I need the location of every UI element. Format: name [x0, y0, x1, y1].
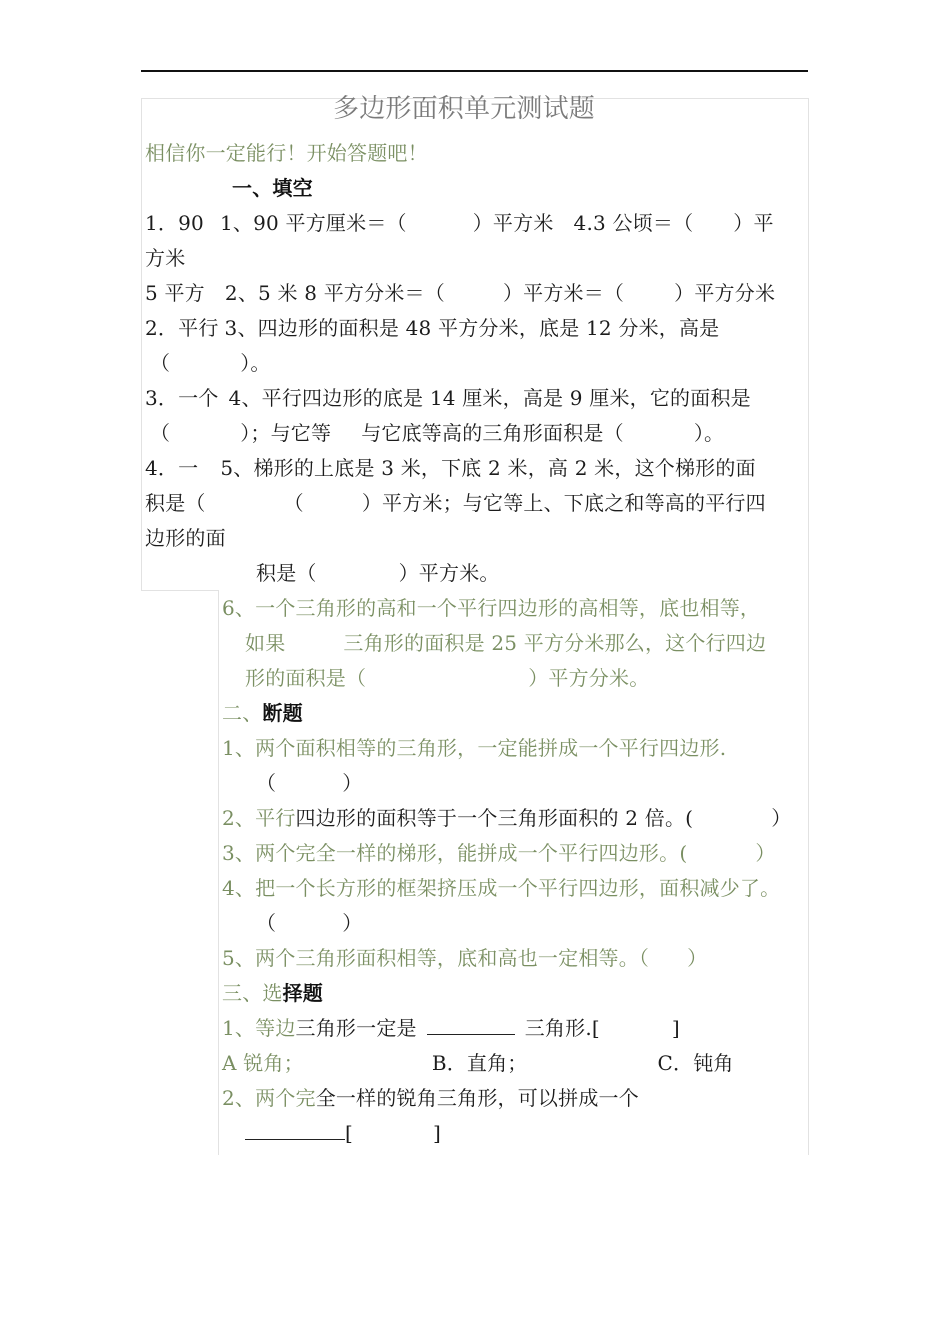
fill-q6-line3	[245, 665, 649, 691]
fill-q5-line3: 边形的面	[145, 526, 226, 550]
choice-q1-text: 三角形一定是	[295, 1016, 417, 1040]
choice-q1-bracket-close: ]	[671, 1016, 680, 1040]
fill-q3-open: （	[150, 351, 171, 375]
fill-q1-unit: ）平方米	[472, 211, 554, 235]
fill-q4-prefix: 3．一个	[145, 386, 219, 410]
choice-q1-option-c: C．钝角	[657, 1051, 734, 1075]
section2-heading-text: 断题	[262, 701, 303, 725]
fill-q2-unit: ）平方分米	[674, 281, 776, 305]
choice-q1-prefix: 1、等边	[222, 1016, 296, 1040]
fill-q5-open3: 积是（	[256, 561, 317, 585]
fill-q1-prefix: 1．90	[145, 211, 204, 235]
choice-q2	[222, 1085, 639, 1111]
judge-q3-close: ）	[755, 841, 776, 865]
choice-q2-answer	[245, 1120, 441, 1146]
choice-q1-option-b: B．直角；	[431, 1051, 528, 1075]
frame-left-upper	[141, 98, 142, 590]
choice-q1-bracket-open: 三角形.[	[524, 1016, 600, 1040]
fill-q3-close: ）。	[240, 351, 271, 375]
fill-q3-prefix: 2．平行	[145, 316, 219, 340]
fill-q4-mid: ）；与它等	[240, 421, 332, 445]
judge-q5-close: ）	[687, 946, 708, 970]
choice-q2-text: 全一样的锐角三角形，可以拼成一个	[315, 1086, 639, 1110]
fill-q4-text: 4.3 公顷＝（	[573, 211, 694, 235]
judge-q4-answer	[256, 910, 362, 936]
fill-q2-prefix: 5 平方	[145, 281, 205, 305]
fill-q6-text: 三角形的面积是 25 平方分米那么，这个行四边	[343, 631, 767, 655]
fill-q5-line2	[145, 490, 766, 516]
fill-q1-wrap: 方米	[145, 246, 186, 270]
choice-q2-bracket-open: [	[345, 1121, 354, 1145]
fill-q5-open2: （	[283, 491, 304, 515]
fill-q1-text: 1、90 平方厘米＝（	[219, 211, 407, 235]
choice-q2-bracket-close: ]	[433, 1121, 442, 1145]
choice-q2-prefix: 2、两个完	[222, 1086, 316, 1110]
judge-q2-close: ）	[771, 806, 792, 830]
frame-left-lower	[218, 590, 219, 1155]
section3-heading-num: 三、选	[222, 981, 283, 1005]
fill-q5-open1: 积是（	[145, 491, 206, 515]
fill-q2-mid: ）平方米＝（	[502, 281, 625, 305]
section2-heading	[222, 700, 303, 726]
section3-heading	[222, 980, 323, 1006]
fill-q5-close: ）平方米。	[398, 561, 500, 585]
fill-q3-line	[145, 315, 719, 341]
fill-q6-line1: 6、一个三角形的高和一个平行四边形的高相等，底也相等，	[222, 596, 761, 620]
frame-right	[808, 98, 809, 1155]
judge-q1-answer	[256, 770, 362, 796]
fill-q4-open: （	[150, 421, 171, 445]
fill-q4-tri: 与它底等高的三角形面积是（	[361, 421, 624, 445]
judge-q4: 4、把一个长方形的框架挤压成一个平行四边形，面积减少了。	[222, 876, 781, 900]
judge-q2-text: 四边形的面积等于一个三角形面积的 2 倍。(	[295, 806, 694, 830]
fill-q6-close: ）平方分米。	[528, 666, 650, 690]
fill-q4-answer	[150, 420, 724, 446]
fill-q5-line	[145, 455, 756, 481]
fill-q3-text: 3、四边形的面积是 48 平方分米，底是 12 分米，高是	[224, 316, 720, 340]
section3-heading-text: 择题	[282, 981, 324, 1005]
fill-q5-line4	[256, 560, 500, 586]
fill-q1-line	[145, 210, 774, 236]
judge-q1: 1、两个面积相等的三角形，一定能拼成一个平行四边形.	[222, 736, 727, 760]
fill-q4-close: ）。	[693, 421, 725, 445]
choice-q1-options	[222, 1050, 734, 1076]
fill-q4-unit: ）平	[733, 211, 774, 235]
section1-heading: 一、填空	[232, 176, 313, 200]
fill-q4-line	[145, 385, 751, 411]
fill-q6-open: 形的面积是（	[245, 666, 367, 690]
judge-q5-text: 5、两个三角形面积相等，底和高也一定相等。（	[222, 946, 650, 970]
judge-q2-prefix: 2、平行	[222, 806, 296, 830]
choice-q1-blank	[427, 1016, 515, 1035]
choice-q2-blank	[245, 1121, 345, 1140]
fill-q2-line	[145, 280, 775, 306]
judge-q1-close: ）	[342, 771, 363, 795]
choice-q1	[222, 1015, 680, 1041]
doc-title: 多边形面积单元测试题	[333, 94, 596, 124]
section2-heading-num: 二、	[222, 701, 263, 725]
fill-q3-answer	[150, 350, 271, 376]
fill-q4-main: 4、平行四边形的底是 14 厘米，高是 9 厘米，它的面积是	[228, 386, 751, 410]
fill-q6-line2	[245, 630, 766, 656]
fill-q5-prefix: 4．一	[145, 456, 199, 480]
judge-q4-open: （	[256, 911, 277, 935]
header-rule	[141, 70, 808, 72]
doc-subtitle: 相信你一定能行！开始答题吧！	[145, 141, 428, 165]
fill-q2-text: 2、5 米 8 平方分米＝（	[224, 281, 445, 305]
judge-q5	[222, 945, 707, 971]
fill-q5-rest: ）平方米；与它等上、下底之和等高的平行四	[361, 491, 766, 515]
judge-q4-close: ）	[342, 911, 363, 935]
fill-q5-text: 5、梯形的上底是 3 米，下底 2 米，高 2 米，这个梯形的面	[220, 456, 756, 480]
choice-q1-option-a: A 锐角；	[222, 1051, 304, 1075]
judge-q1-open: （	[256, 771, 277, 795]
judge-q2	[222, 805, 791, 831]
frame-step	[141, 590, 219, 591]
fill-q6-if: 如果	[245, 631, 286, 655]
judge-q3-text: 3、两个完全一样的梯形，能拼成一个平行四边形。(	[222, 841, 688, 865]
judge-q3	[222, 840, 776, 866]
